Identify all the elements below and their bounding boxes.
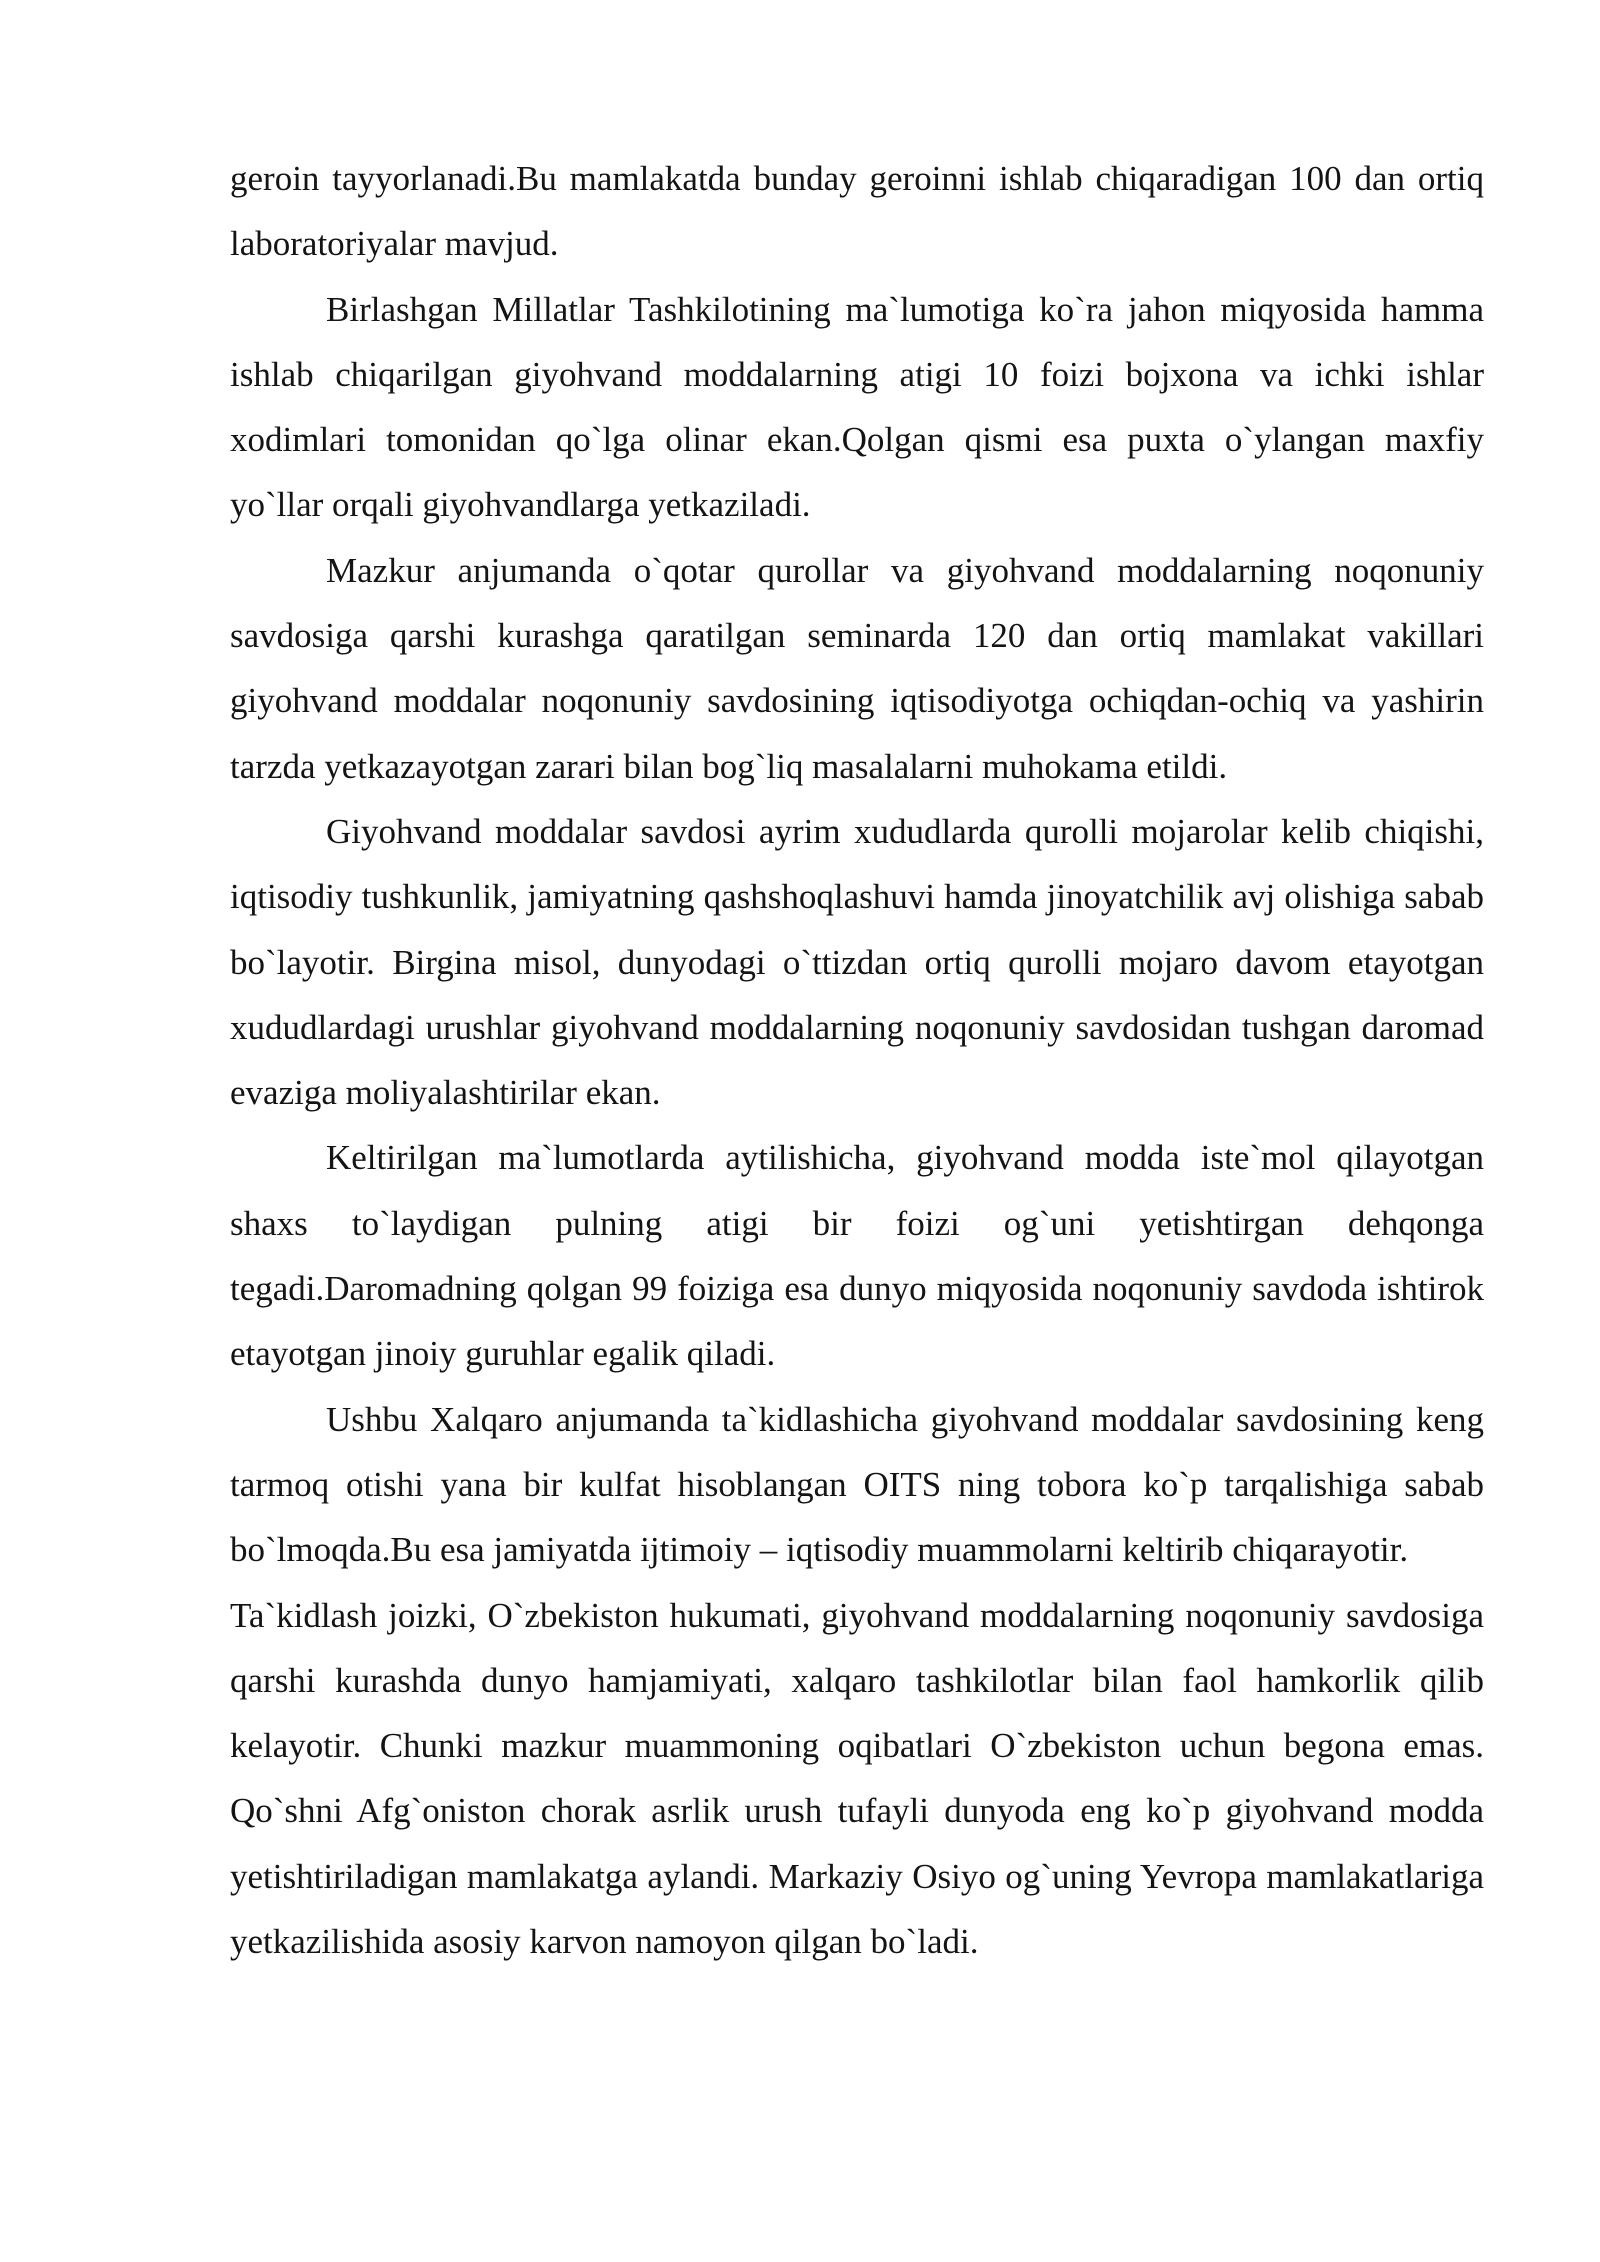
paragraph-heroin-labs: geroin tayyorlanadi.Bu mamlakatda bunday geroinni ishlab chiqaradigan 100 dan ortiq laboratoriyalar mavjud. (230, 159, 1484, 264)
paragraph-aids: Ushbu Xalqaro anjumanda ta`kidlashicha giyohvand moddalar savdosining keng tarmoq otishi yana bir kulfat hisoblangan OITS ning tobora ko`p tarqalishiga sabab bo`lmoqda.Bu esa jamiyatda ijtimoiy – iqtisodiy muammolarni keltirib chiqarayotir. (230, 1399, 1484, 1570)
paragraph-seminar: Mazkur anjumanda o`qotar qurollar va giyohvand moddalarning noqonuniy savdosiga qarshi kurashga qaratilgan seminarda 120 dan ortiq mamlakat vakillari giyohvand moddalar noqonuniy savdosining iqtisodiyotga ochiqdan-ochiq va yashirin tarzda yetkazayotgan zarari bilan bog`liq masalalarni muhokama etildi. (230, 550, 1484, 786)
paragraph-uzbekistan-cooperation: Ta`kidlash joizki, O`zbekiston hukumati, giyohvand moddalarning noqonuniy savdosiga qarshi kurashda dunyo hamjamiyati, xalqaro tashkilotlar bilan faol hamkorlik qilib kelayotir. Chunki mazkur muammoning oqibatlari O`zbekiston uchun begona emas. Qo`shni Afg`oniston chorak asrlik urush tufayli dunyoda eng ko`p giyohvand modda yetishtiriladigan mamlakatga aylandi. Markaziy Osiyo og`uning Yevropa mamlakatlariga yetkazilishida asosiy karvon namoyon qilgan bo`ladi. (230, 1595, 1484, 1962)
paragraph-un-seizures: Birlashgan Millatlar Tashkilotining ma`lumotiga ko`ra jahon miqyosida hamma ishlab chiqarilgan giyohvand moddalarning atigi 10 foizi bojxona va ichki ishlar xodimlari tomonidan qo`lga olinar ekan.Qolgan qismi esa puxta o`ylangan maxfiy yo`llar orqali giyohvandlarga yetkaziladi. (230, 289, 1484, 525)
paragraph-profits: Keltirilgan ma`lumotlarda aytilishicha, giyohvand modda iste`mol qilayotgan shaxs to`laydigan pulning atigi bir foizi og`uni yetishtirgan dehqonga tegadi.Daromadning qolgan 99 foiziga esa dunyo miqyosida noqonuniy savdoda ishtirok etayotgan jinoiy guruhlar egalik qiladi. (230, 1138, 1484, 1374)
paragraph-conflicts: Giyohvand moddalar savdosi ayrim xududlarda qurolli mojarolar kelib chiqishi, iqtisodiy tushkunlik, jamiyatning qashshoqlashuvi hamda jinoyatchilik avj olishiga sabab bo`layotir. Birgina misol, dunyodagi o`ttizdan ortiq qurolli mojaro davom etayotgan xududlardagi urushlar giyohvand moddalarning noqonuniy savdosidan tushgan daromad evaziga moliyalashtirilar ekan. (230, 811, 1484, 1113)
document-page (230, 146, 1484, 1974)
